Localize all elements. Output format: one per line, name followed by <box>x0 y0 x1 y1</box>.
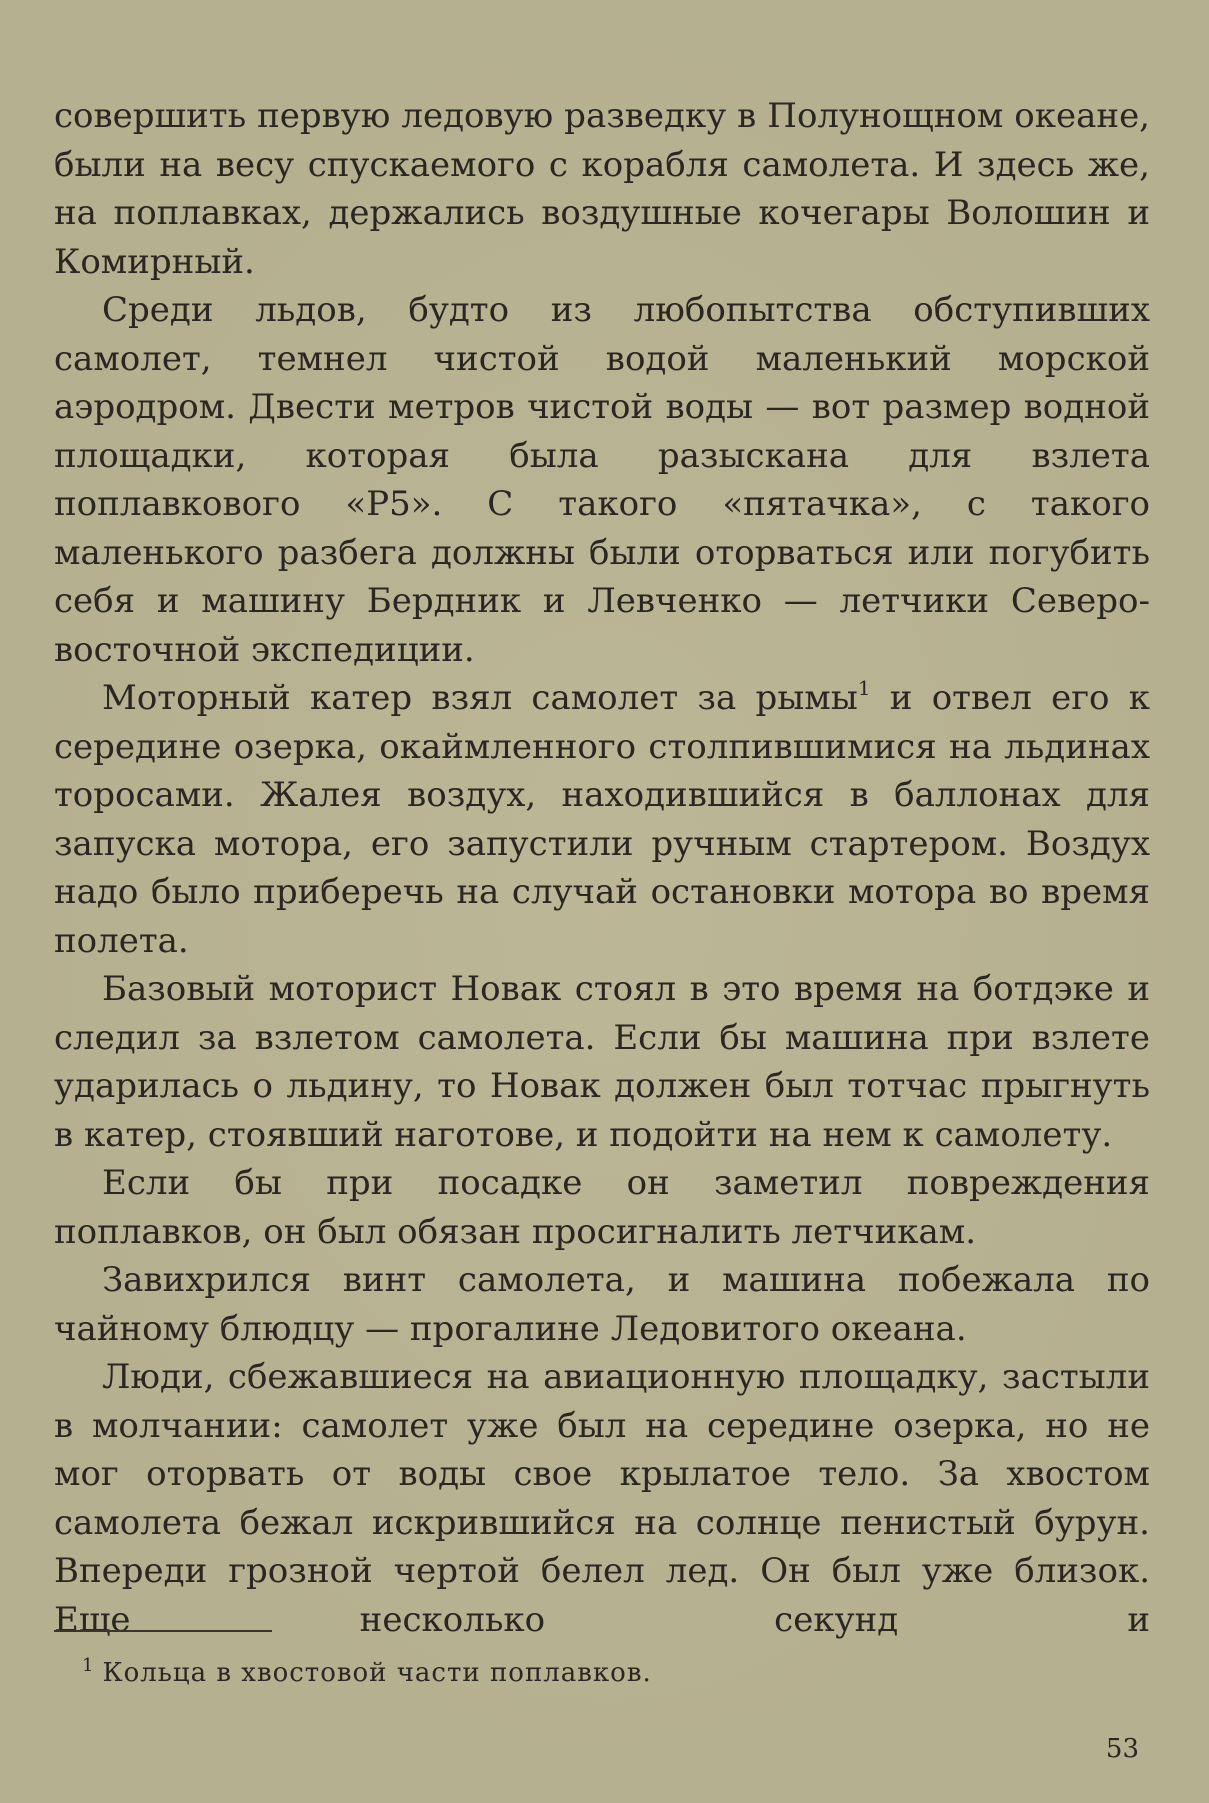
paragraph-3-start: Моторный катер взял самолет за рымы <box>102 678 858 718</box>
footnote-mark: 1 <box>82 1655 95 1676</box>
footnote-text: Кольца в хвостовой части поплавков. <box>102 1658 652 1688</box>
paragraph-1: совершить первую ледовую разведку в Полунощном океане, были на весу спускаемого с корабля самолета. И здесь же, на поплавках, держались воздушные кочегары Волошин и Комирный. <box>54 96 1150 282</box>
paragraph-6: Завихрился винт самолета, и машина побежала по чайному блюдцу — прогалине Ледовитого океана. <box>54 1260 1150 1349</box>
paragraph-2: Среди льдов, будто из любопытства обступивших самолет, темнел чистой водой маленький морской аэродром. Двести метров чистой воды — вот размер водной площадки, которая была разыскана для взлета поплавкового «Р5». С такого «пятачка», с такого маленького разбега должны были оторваться или погубить себя и машину Бердник и Левченко — летчики Северо-восточной экспедиции. <box>54 290 1150 670</box>
paragraph-5: Если бы при посадке он заметил повреждения поплавков, он был обязан просигналить летчикам. <box>54 1163 1150 1252</box>
footnote-divider <box>54 1630 272 1632</box>
footnote-reference: 1 <box>857 676 871 700</box>
paragraph-3-end: и отвел его к середине озерка, окаймленного столпившимися на льдинах торосами. Жалея воздух, находившийся в баллонах для запуска мотора, его запустили ручным стартером. Воздух надо было приберечь на случай остановки мотора во время полета. <box>54 678 1150 961</box>
page-number: 53 <box>1105 1734 1139 1764</box>
paragraph-7: Люди, сбежавшиеся на авиационную площадку, застыли в молчании: самолет уже был на середине озерка, но не мог оторвать от воды свое крылатое тело. За хвостом самолета бежал искрившийся на солнце пенистый бурун. Впереди грозной чертой белел лед. Он был уже близок. Еще несколько секунд и <box>54 1357 1150 1640</box>
body-text <box>54 92 1150 1644</box>
footnote <box>82 1648 652 1691</box>
paragraph-4: Базовый моторист Новак стоял в это время на ботдэке и следил за взлетом самолета. Если бы машина при взлете ударилась о льдину, то Новак должен был тотчас прыгнуть в катер, стоявший наготове, и подойти на нем к самолету. <box>54 969 1150 1155</box>
paragraph-3 <box>54 674 1150 965</box>
